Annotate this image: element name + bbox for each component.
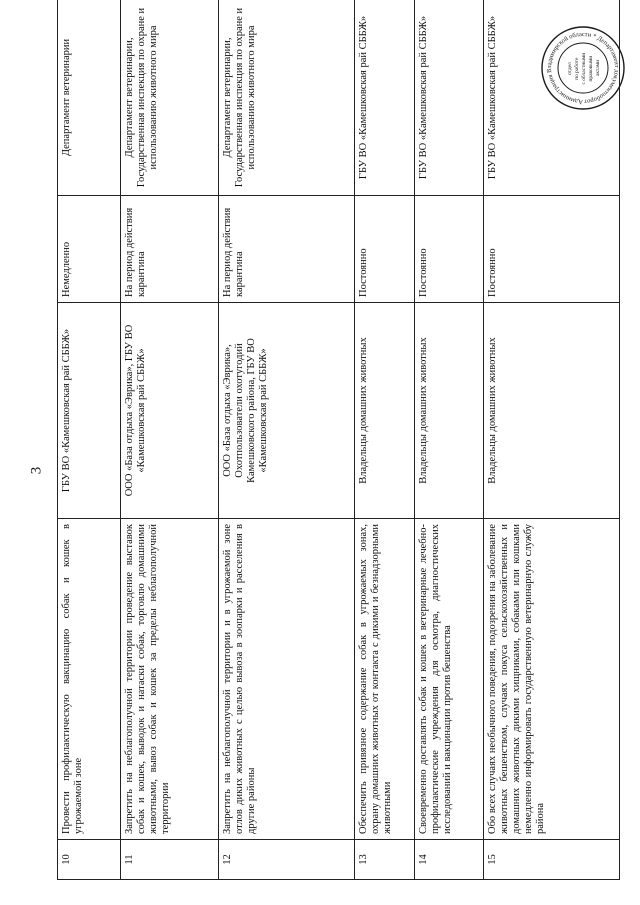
row-deadline: Постоянно: [415, 196, 484, 303]
page-number: 3: [28, 466, 45, 475]
row-measure: Запретить на неблагополучной территории и в угрожаемой зоне отлов диких животных с целью вывоза в зоопарки и расселения в другие районы: [219, 519, 355, 840]
row-executor: ООО «База отдыха «Эврика», Охотпользователи охотугодий Камешковского района, ГБУ ВО «Камешковская рай СББЖ»: [219, 303, 355, 519]
measures-table: [57, 0, 620, 880]
row-responsible: ГБУ ВО «Камешковская рай СББЖ»: [415, 0, 484, 196]
row-number: 12: [219, 840, 355, 880]
row-deadline: На период действия карантина: [121, 196, 219, 303]
row-responsible: ГБУ ВО «Камешковская рай СББЖ»: [355, 0, 415, 196]
row-measure: Своевременно доставлять собак и кошек в ветеринарные лечебно-профилактические учреждения для осмотра, диагностических исследований и вакцинации против бешенства: [415, 519, 484, 840]
row-deadline: Постоянно: [355, 196, 415, 303]
row-measure: Обо всех случаях необычного поведения, подозрения на заболевание животных бешенством, случаях покуса сельскохозяйственных и домашних животных дикими хищниками, собаками или кошками немедленно информировать государственную ветеринарную службу района: [484, 519, 620, 840]
table-row: [58, 0, 121, 880]
row-responsible: Департамент ветеринарии: [58, 0, 121, 196]
table-row: [219, 0, 355, 880]
row-number: 13: [355, 840, 415, 880]
table-row: [484, 0, 620, 880]
table-stage: [57, 0, 620, 905]
row-number: 15: [484, 840, 620, 880]
row-measure: Запретить на неблагополучной территории проведение выставок собак и кошек, выводок и натаски собак, торговлю домашними животными, вывоз собак и кошек за пределы неблагополучной территории: [121, 519, 219, 840]
row-executor: Владельцы домашних животных: [415, 303, 484, 519]
table-row: [355, 0, 415, 880]
row-executor: Владельцы домашних животных: [484, 303, 620, 519]
svg-text:отдел по работе с: отдел по работе с областными правовыми актами: [567, 52, 601, 85]
table-row: [415, 0, 484, 880]
row-number: 14: [415, 840, 484, 880]
row-deadline: На период действия карантина: [219, 196, 355, 303]
row-responsible: Департамент ветеринарии, Государственная инспекция по охране и использованию животного мира: [219, 0, 355, 196]
row-measure: Провести профилактическую вакцинацию собак и кошек в угрожаемой зоне: [58, 519, 121, 840]
table-row: [121, 0, 219, 880]
row-executor: Владельцы домашних животных: [355, 303, 415, 519]
row-number: 10: [58, 840, 121, 880]
row-deadline: Постоянно: [484, 196, 620, 303]
row-responsible: ГБУ ВО «Камешковская рай СББЖ»: [484, 0, 620, 196]
row-number: 11: [121, 840, 219, 880]
row-measure: Обеспечить привязное содержание собак в угрожаемых зонах, охрану домашних животных от контакта с дикими и безнадзорными животными: [355, 519, 415, 840]
official-stamp: [540, 20, 626, 116]
row-executor: ГБУ ВО «Камешковская рай СББЖ»: [58, 303, 121, 519]
row-executor: ООО «База отдыха «Эврика», ГБУ ВО «Камешковская рай СББЖ»: [121, 303, 219, 519]
row-responsible: Департамент ветеринарии, Государственная инспекция по охране и использованию животного мира: [121, 0, 219, 196]
row-deadline: Немедленно: [58, 196, 121, 303]
stamp-ring-text: Администрация Владимирской области * Департамент документооборот: [545, 30, 621, 106]
